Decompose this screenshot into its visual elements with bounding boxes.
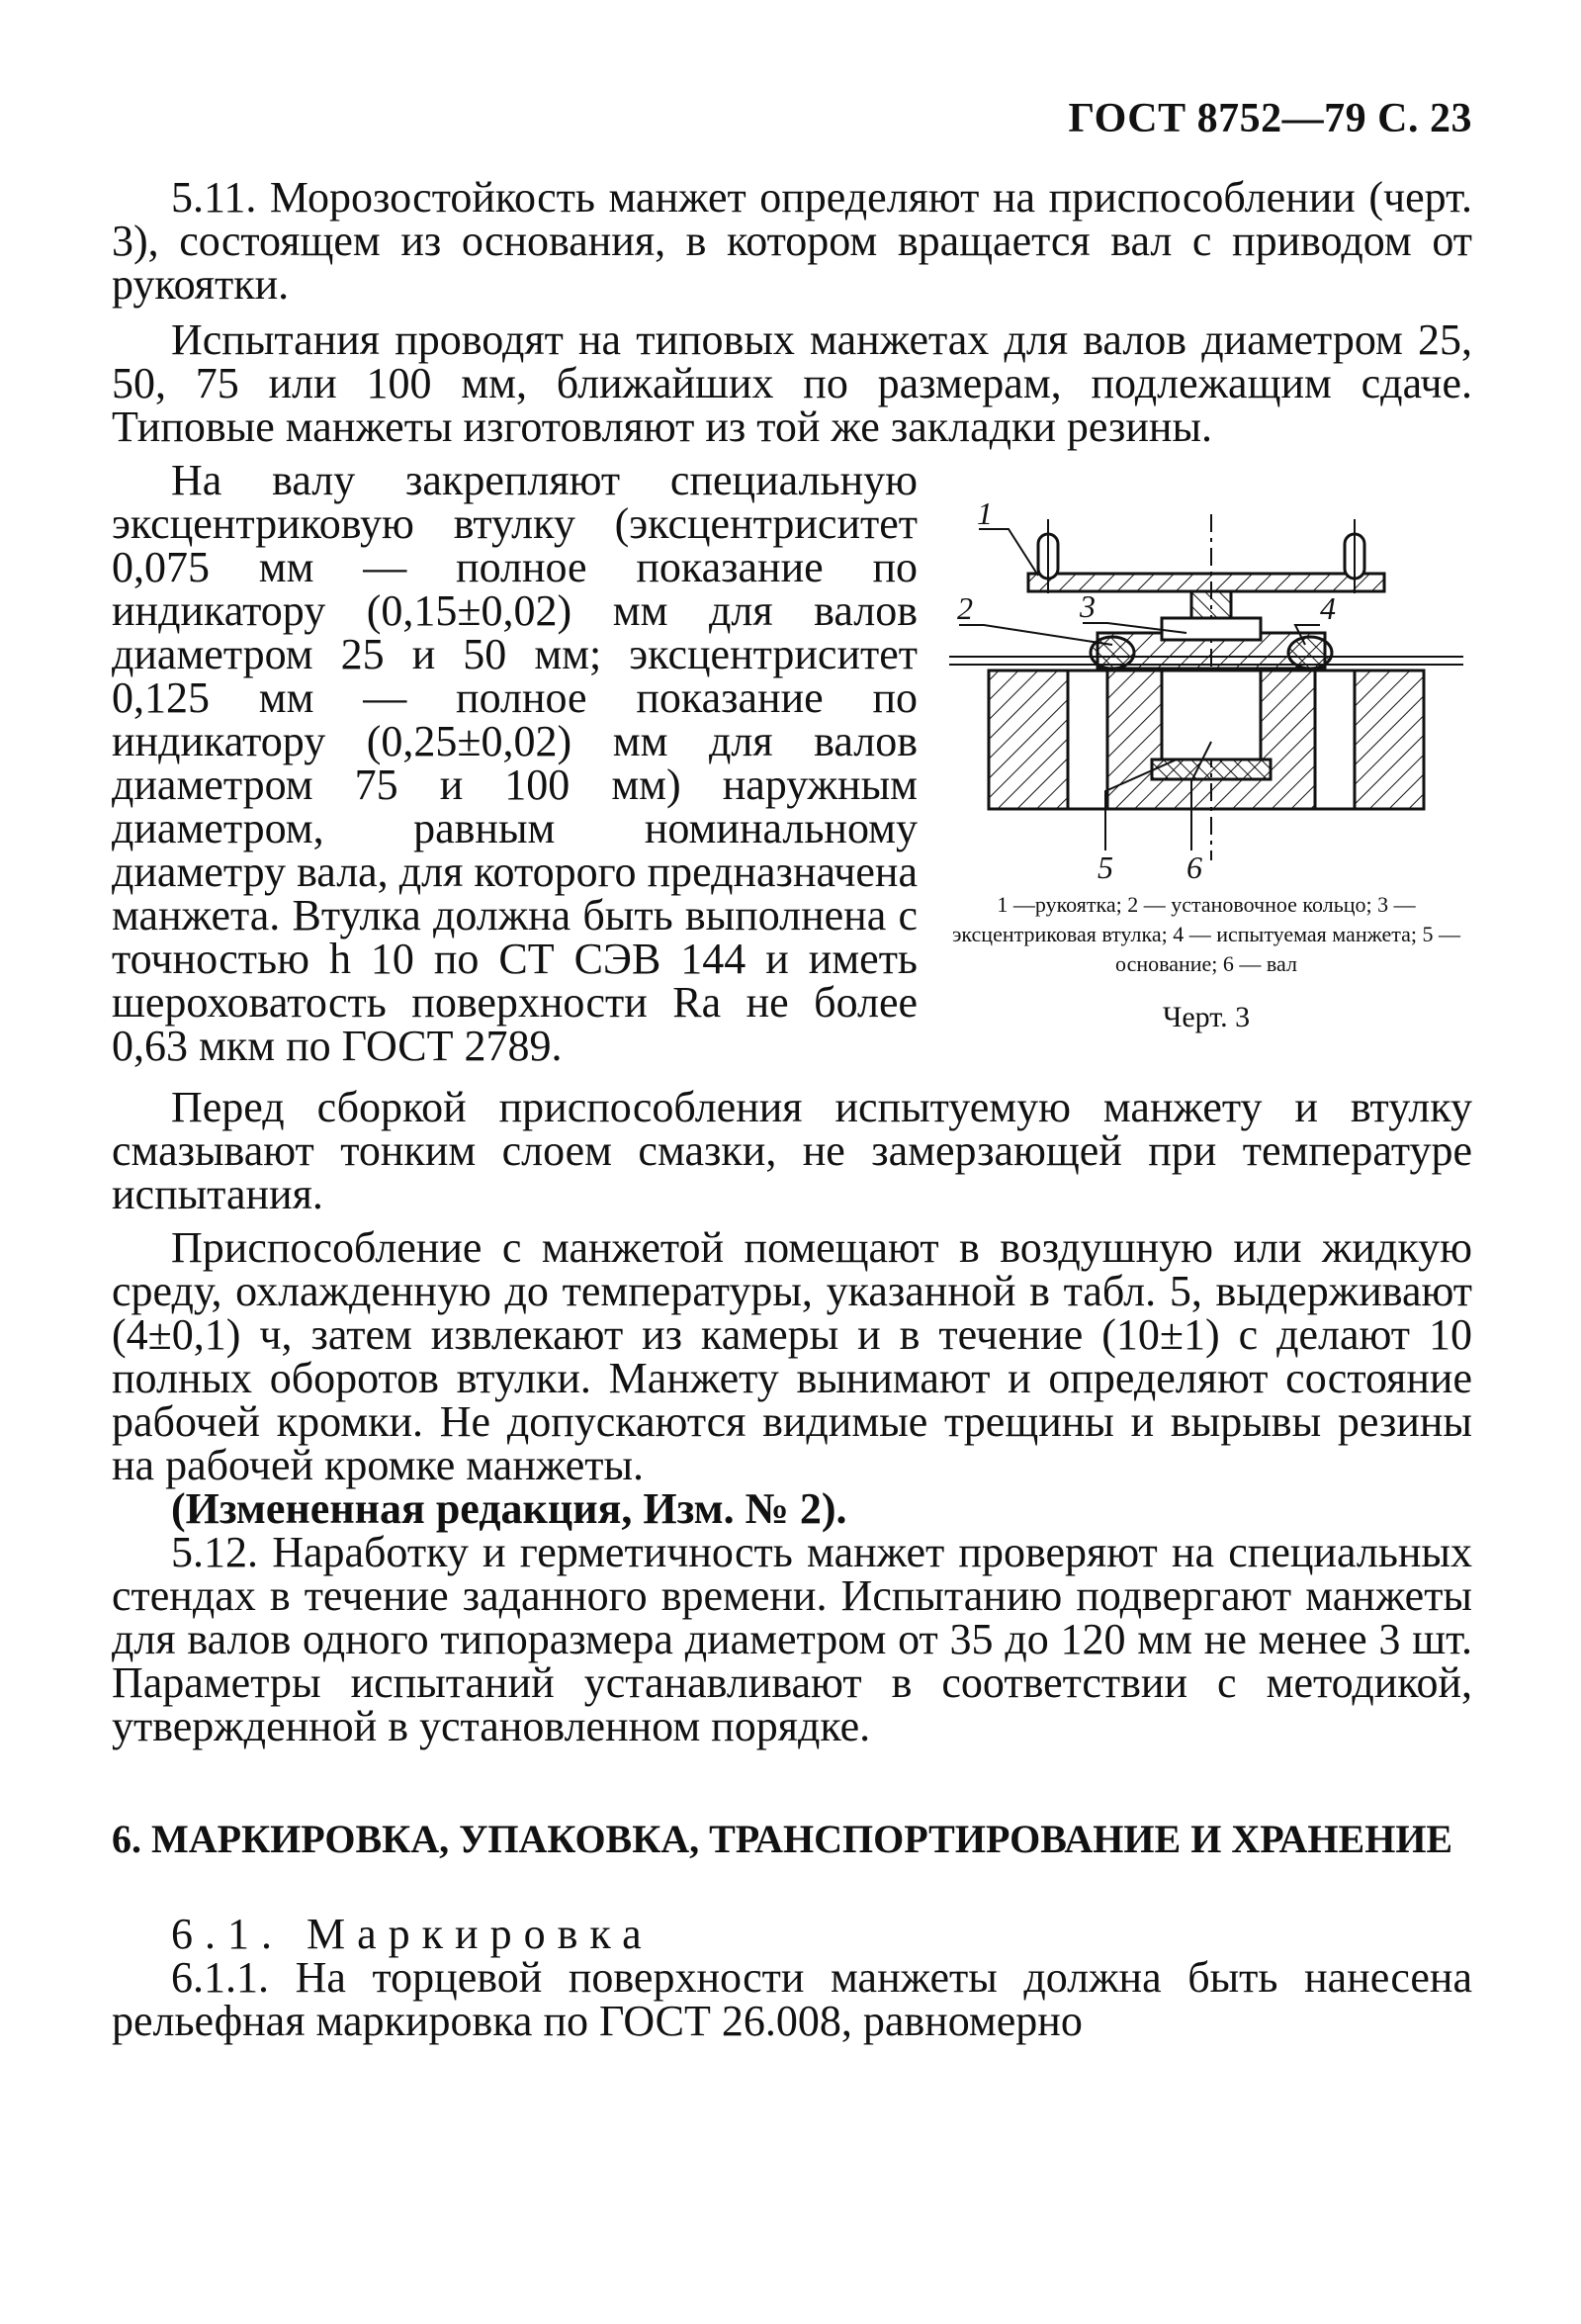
- page-header: ГОСТ 8752—79 С. 23: [1068, 96, 1472, 141]
- subsection-heading-6-1: 6.1. Маркировка: [171, 1910, 654, 1958]
- paragraph-5-11: 5.11. Морозостойкость манжет определяют на приспособлении (черт. 3), состоящем из основания, в котором вращается вал с приводом от рукоятки.: [112, 173, 1472, 309]
- callout-1: 1: [977, 495, 993, 531]
- callout-3: 3: [1080, 588, 1096, 624]
- callout-5: 5: [1098, 849, 1113, 880]
- paragraph-6-1-1: 6.1.1. На торцевой поверхности манжеты должна быть нанесена рельефная маркировка по ГОСТ 26.008, равномерно: [112, 1953, 1472, 2045]
- paragraph-tests: Испытания проводят на типовых манжетах для валов диаметром 25, 50, 75 или 100 мм, ближайших по размерам, подлежащим сдаче. Типовые манжеты изготовляют из той же закладки резины.: [112, 315, 1472, 451]
- callout-6: 6: [1186, 849, 1202, 880]
- revision-note: (Измененная редакция, Изм. № 2).: [171, 1484, 847, 1533]
- figure-fixture-drawing: [939, 494, 1473, 880]
- callout-2: 2: [957, 590, 973, 626]
- paragraph-shaft-sleeve: На валу закрепляют специальную эксцентриковую втулку (эксцентриситет 0,075 мм — полное показание по индикатору (0,15±0,02) мм для валов диаметром 25 и 50 мм; эксцентриситет 0,125 мм — полное показание по индикатору (0,25±0,02) мм для валов диаметром 75 и 100 мм) наружным диаметром, равным номинальному диаметру вала, для которого предназначена манжета. Втулка должна быть выполнена с точностью h 10 по СТ СЭВ 144 и иметь шероховатость поверхности Ra не более 0,63 мкм по ГОСТ 2789.: [112, 456, 918, 1070]
- paragraph-cooling: Приспособление с манжетой помещают в воздушную или жидкую среду, охлажденную до температуры, указанной в табл. 5, выдерживают (4±0,1) ч, затем извлекают из камеры и в течение (10±1) с делают 10 полных оборотов втулки. Манжету вынимают и определяют состояние рабочей кромки. Не допускаются видимые трещины и вырывы резины на рабочей кромке манжеты.: [112, 1223, 1472, 1489]
- figure-label: Черт. 3: [1162, 1001, 1251, 1033]
- section-heading-6: 6. МАРКИРОВКА, УПАКОВКА, ТРАНСПОРТИРОВАНИЕ И ХРАНЕНИЕ: [112, 1817, 1453, 1861]
- figure-caption: 1 —рукоятка; 2 — установочное кольцо; 3 — эксцентриковая втулка; 4 — испытуемая манжета; 5 — основание; 6 — вал: [951, 892, 1461, 976]
- paragraph-5-12: 5.12. Наработку и герметичность манжет проверяют на специальных стендах в течение заданного времени. Испытанию подвергают манжеты для валов одного типоразмера диаметром от 35 до 120 мм не менее 3 шт. Параметры испытаний устанавливают в соответствии с методикой, утвержденной в установленном порядке.: [112, 1528, 1472, 1750]
- callout-4: 4: [1320, 590, 1336, 626]
- base: [989, 670, 1424, 809]
- handle: [1028, 519, 1384, 593]
- paragraph-assembly: Перед сборкой приспособления испытуемую манжету и втулку смазывают тонким слоем смазки, не замерзающей при температуре испытания.: [112, 1083, 1472, 1218]
